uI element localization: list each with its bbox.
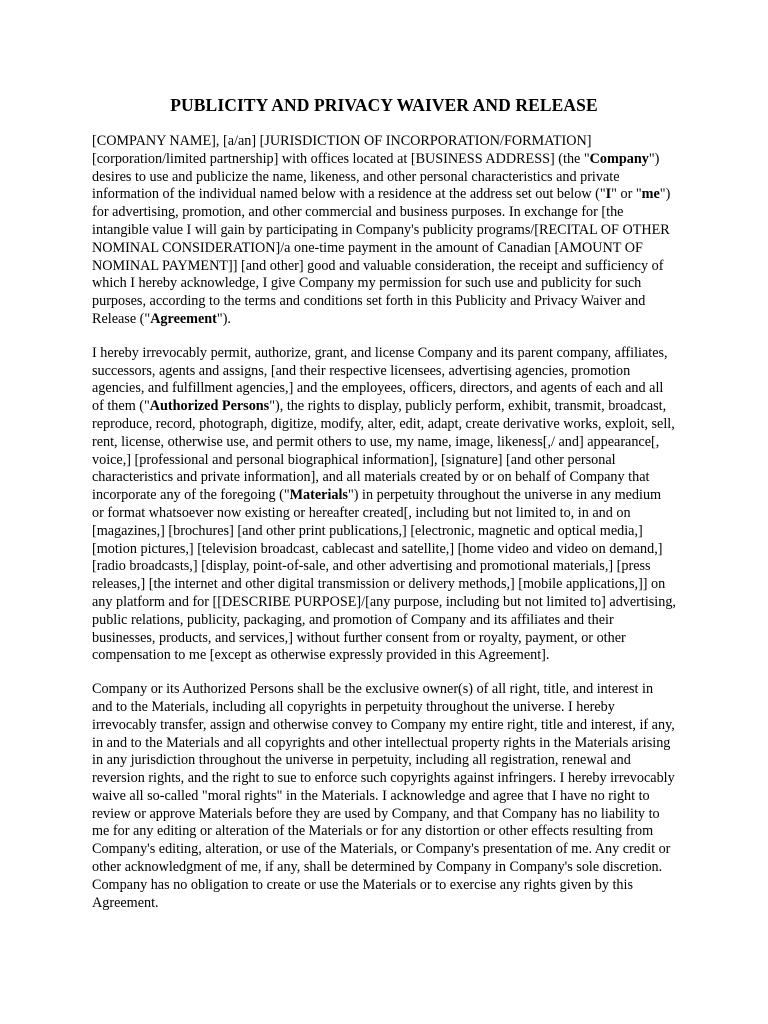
paragraph-text: ") in perpetuity throughout the universe in any medium or format whatsoever now existing or hereafter created[, including but not limited to, in and on [magazines,] [brochures] [and other print publications,] [electronic, magnetic and optical media,] [motion pictures,] [television broadcast, cablecast and satellite,] [home video and video on demand,] [radio broadcasts,] [display, point-of-sale, and other advertising and promotional materials,] [press releases,] [the internet and other digital transmission or delivery methods,] [mobile applications,]] on any platform and for [[DESCRIBE PURPOSE]/[any purpose, including but not limited to] advertising, public relations, publicity, packaging, and promotion of Company and its affiliates and their businesses, products, and services,] without further consent from or royalty, payment, or other compensation to me [except as otherwise expressly provided in this Agreement]. (92, 487, 676, 664)
defined-term: I (605, 186, 612, 203)
defined-term: Company (589, 150, 649, 167)
paragraph-text: "). (216, 310, 231, 327)
paragraph-text: " or " (611, 186, 642, 203)
paragraph-text: ") for advertising, promotion, and other commercial and business purposes. In exchange for [the intangible value I will gain by participating in Company's publicity programs/[RECITAL OF OTHER NOMINAL CONSIDERATION]/a one-time payment in the amount of Canadian [AMOUNT OF NOMINAL PAYMENT]] [and other] good and valuable consideration, the receipt and sufficiency of which I hereby acknowledge, I give Company my permission for such use and publicity for such purposes, according to the terms and conditions set forth in this Publicity and Privacy Waiver and Release (" (92, 186, 671, 327)
paragraph-text: "), the rights to display, publicly perform, exhibit, transmit, broadcast, reproduce, record, photograph, digitize, modify, alter, edit, adapt, create derivative works, exploit, sell, rent, license, otherwise use, and permit others to use, my name, image, likeness[,/ and] appearance[, voice,] [professional and personal biographical information], [signature] [and other personal characteristics and private information], and all materials created by or on behalf of Company that incorporate any of the foregoing (" (92, 398, 675, 504)
paragraph-grant-of-rights (92, 345, 676, 665)
paragraph-text: I hereby irrevocably permit, authorize, grant, and license Company and its parent company, affiliates, successors, agents and assigns, [and their respective licensees, advertising agencies, promotion agencies, and fulfillment agencies,] and the employees, officers, directors, and agents of each and all of them (" (92, 344, 668, 415)
defined-term: me (641, 186, 660, 203)
defined-term: Agreement (150, 310, 217, 327)
paragraph-text: ") desires to use and publicize the name, likeness, and other personal characteristics and private information of the individual named below with a residence at the address set out below (" (92, 150, 660, 203)
defined-term: Authorized Persons (149, 398, 270, 415)
defined-term: Materials (289, 487, 348, 504)
paragraph-text: [COMPANY NAME], [a/an] [JURISDICTION OF INCORPORATION/FORMATION] [corporation/limited partnership] with offices located at [BUSINESS ADDRESS] (the " (92, 133, 592, 167)
paragraph-parties (92, 133, 676, 329)
document-title: PUBLICITY AND PRIVACY WAIVER AND RELEASE (170, 95, 598, 115)
paragraph-ownership (92, 681, 676, 912)
paragraph-text: Company or its Authorized Persons shall be the exclusive owner(s) of all right, title, and interest in and to the Materials, including all copyrights in perpetuity throughout the universe. I hereby irrevocably transfer, assign and otherwise convey to Company my entire right, title and interest, if any, in and to the Materials and all copyrights and other intellectual property rights in the Materials arising in any jurisdiction throughout the universe in perpetuity, including all registration, renewal and reversion rights, and the right to sue to enforce such copyrights against infringers. I hereby irrevocably waive all so-called "moral rights" in the Materials. I acknowledge and agree that I have no right to review or approve Materials before they are used by Company, and that Company has no liability to me for any editing or alteration of the Materials or for any distortion or other effects resulting from Company's editing, alteration, or use of the Materials, or Company's presentation of me. Any credit or other acknowledgment of me, if any, shall be determined by Company in Company's sole discretion. Company has no obligation to create or use the Materials or to exercise any rights given by this Agreement. (92, 681, 675, 911)
